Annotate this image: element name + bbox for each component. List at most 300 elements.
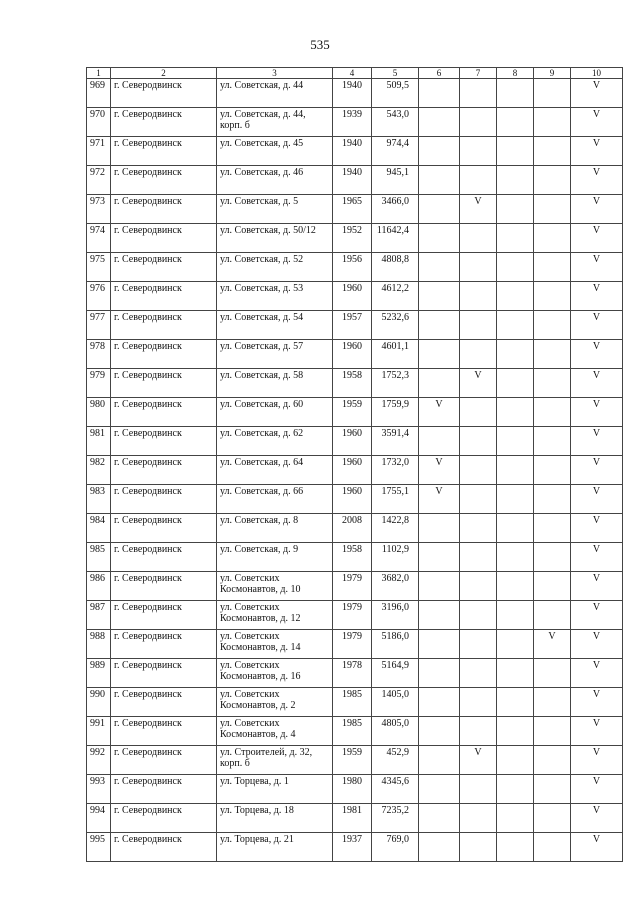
city-cell: г. Северодвинск xyxy=(111,659,217,688)
mark-cell xyxy=(497,659,534,688)
address-cell: ул. Советская, д. 54 xyxy=(217,311,333,340)
year-cell: 1985 xyxy=(333,717,372,746)
table-row xyxy=(87,543,623,572)
row-number-cell: 989 xyxy=(87,659,111,688)
mark-cell xyxy=(534,398,571,427)
address-cell: ул. Торцева, д. 21 xyxy=(217,833,333,862)
mark-cell xyxy=(497,369,534,398)
mark-cell xyxy=(419,311,460,340)
row-number-cell: 983 xyxy=(87,485,111,514)
mark-cell xyxy=(534,804,571,833)
mark-cell xyxy=(534,166,571,195)
mark-cell: V xyxy=(571,108,623,137)
table-row xyxy=(87,804,623,833)
mark-cell xyxy=(419,775,460,804)
year-cell: 1959 xyxy=(333,746,372,775)
mark-cell xyxy=(460,717,497,746)
table-row xyxy=(87,253,623,282)
mark-cell xyxy=(419,543,460,572)
mark-cell xyxy=(460,572,497,601)
mark-cell xyxy=(460,514,497,543)
row-number-cell: 986 xyxy=(87,572,111,601)
address-cell: ул. Советских Космонавтов, д. 2 xyxy=(217,688,333,717)
year-cell: 1960 xyxy=(333,340,372,369)
mark-cell xyxy=(460,775,497,804)
address-cell: ул. Советская, д. 44, корп. б xyxy=(217,108,333,137)
mark-cell xyxy=(497,195,534,224)
address-cell: ул. Советская, д. 9 xyxy=(217,543,333,572)
mark-cell: V xyxy=(460,195,497,224)
table-row xyxy=(87,79,623,108)
mark-cell xyxy=(419,601,460,630)
mark-cell xyxy=(534,485,571,514)
table-row xyxy=(87,369,623,398)
mark-cell xyxy=(419,746,460,775)
column-header: 1 xyxy=(87,68,111,79)
mark-cell xyxy=(460,427,497,456)
row-number-cell: 993 xyxy=(87,775,111,804)
mark-cell xyxy=(460,79,497,108)
mark-cell xyxy=(497,804,534,833)
table-row xyxy=(87,514,623,543)
area-cell: 1759,9 xyxy=(372,398,419,427)
mark-cell xyxy=(419,79,460,108)
mark-cell xyxy=(419,224,460,253)
year-cell: 1940 xyxy=(333,137,372,166)
column-header: 5 xyxy=(372,68,419,79)
year-cell: 1958 xyxy=(333,369,372,398)
year-cell: 1981 xyxy=(333,804,372,833)
area-cell: 1755,1 xyxy=(372,485,419,514)
area-cell: 4601,1 xyxy=(372,340,419,369)
area-cell: 543,0 xyxy=(372,108,419,137)
mark-cell xyxy=(534,253,571,282)
year-cell: 1937 xyxy=(333,833,372,862)
mark-cell: V xyxy=(419,485,460,514)
area-cell: 4805,0 xyxy=(372,717,419,746)
column-header: 9 xyxy=(534,68,571,79)
address-cell: ул. Советских Космонавтов, д. 12 xyxy=(217,601,333,630)
mark-cell: V xyxy=(571,630,623,659)
address-cell: ул. Советская, д. 57 xyxy=(217,340,333,369)
table-row xyxy=(87,746,623,775)
mark-cell xyxy=(534,659,571,688)
row-number-cell: 988 xyxy=(87,630,111,659)
table-row xyxy=(87,630,623,659)
year-cell: 1979 xyxy=(333,630,372,659)
mark-cell xyxy=(534,195,571,224)
area-cell: 509,5 xyxy=(372,79,419,108)
mark-cell xyxy=(497,514,534,543)
mark-cell xyxy=(419,572,460,601)
year-cell: 1979 xyxy=(333,601,372,630)
mark-cell: V xyxy=(571,79,623,108)
city-cell: г. Северодвинск xyxy=(111,456,217,485)
year-cell: 1978 xyxy=(333,659,372,688)
city-cell: г. Северодвинск xyxy=(111,572,217,601)
city-cell: г. Северодвинск xyxy=(111,746,217,775)
column-header: 10 xyxy=(571,68,623,79)
mark-cell: V xyxy=(571,717,623,746)
mark-cell: V xyxy=(571,282,623,311)
mark-cell xyxy=(497,311,534,340)
area-cell: 11642,4 xyxy=(372,224,419,253)
mark-cell xyxy=(534,282,571,311)
table-row xyxy=(87,688,623,717)
mark-cell: V xyxy=(571,456,623,485)
column-header: 8 xyxy=(497,68,534,79)
mark-cell xyxy=(497,543,534,572)
table-row xyxy=(87,137,623,166)
address-cell: ул. Советская, д. 46 xyxy=(217,166,333,195)
mark-cell xyxy=(497,166,534,195)
city-cell: г. Северодвинск xyxy=(111,398,217,427)
row-number-cell: 977 xyxy=(87,311,111,340)
city-cell: г. Северодвинск xyxy=(111,804,217,833)
table-row xyxy=(87,717,623,746)
mark-cell xyxy=(419,427,460,456)
column-header: 3 xyxy=(217,68,333,79)
address-cell: ул. Советских Космонавтов, д. 16 xyxy=(217,659,333,688)
area-cell: 3682,0 xyxy=(372,572,419,601)
mark-cell xyxy=(419,717,460,746)
mark-cell xyxy=(460,804,497,833)
city-cell: г. Северодвинск xyxy=(111,166,217,195)
mark-cell: V xyxy=(419,456,460,485)
table-row xyxy=(87,572,623,601)
city-cell: г. Северодвинск xyxy=(111,775,217,804)
mark-cell xyxy=(497,137,534,166)
year-cell: 2008 xyxy=(333,514,372,543)
year-cell: 1979 xyxy=(333,572,372,601)
city-cell: г. Северодвинск xyxy=(111,688,217,717)
city-cell: г. Северодвинск xyxy=(111,79,217,108)
mark-cell xyxy=(419,804,460,833)
mark-cell xyxy=(419,195,460,224)
column-header: 2 xyxy=(111,68,217,79)
year-cell: 1980 xyxy=(333,775,372,804)
row-number-cell: 975 xyxy=(87,253,111,282)
area-cell: 5186,0 xyxy=(372,630,419,659)
area-cell: 3196,0 xyxy=(372,601,419,630)
mark-cell: V xyxy=(571,166,623,195)
row-number-cell: 987 xyxy=(87,601,111,630)
mark-cell xyxy=(460,253,497,282)
row-number-cell: 972 xyxy=(87,166,111,195)
mark-cell: V xyxy=(534,630,571,659)
city-cell: г. Северодвинск xyxy=(111,253,217,282)
city-cell: г. Северодвинск xyxy=(111,340,217,369)
row-number-cell: 973 xyxy=(87,195,111,224)
city-cell: г. Северодвинск xyxy=(111,108,217,137)
city-cell: г. Северодвинск xyxy=(111,630,217,659)
row-number-cell: 995 xyxy=(87,833,111,862)
mark-cell xyxy=(534,514,571,543)
year-cell: 1960 xyxy=(333,485,372,514)
mark-cell xyxy=(460,340,497,369)
table-row xyxy=(87,282,623,311)
table-row xyxy=(87,311,623,340)
city-cell: г. Северодвинск xyxy=(111,427,217,456)
mark-cell: V xyxy=(571,253,623,282)
address-cell: ул. Советская, д. 8 xyxy=(217,514,333,543)
mark-cell xyxy=(460,166,497,195)
row-number-cell: 991 xyxy=(87,717,111,746)
mark-cell: V xyxy=(571,311,623,340)
row-number-cell: 978 xyxy=(87,340,111,369)
city-cell: г. Северодвинск xyxy=(111,137,217,166)
table-row xyxy=(87,775,623,804)
mark-cell: V xyxy=(571,688,623,717)
city-cell: г. Северодвинск xyxy=(111,601,217,630)
row-number-cell: 976 xyxy=(87,282,111,311)
mark-cell: V xyxy=(571,398,623,427)
mark-cell xyxy=(534,108,571,137)
table-row xyxy=(87,833,623,862)
area-cell: 1422,8 xyxy=(372,514,419,543)
mark-cell xyxy=(460,282,497,311)
address-cell: ул. Торцева, д. 18 xyxy=(217,804,333,833)
row-number-cell: 969 xyxy=(87,79,111,108)
table-row xyxy=(87,427,623,456)
address-cell: ул. Строителей, д. 32, корп. б xyxy=(217,746,333,775)
mark-cell xyxy=(497,775,534,804)
city-cell: г. Северодвинск xyxy=(111,224,217,253)
mark-cell xyxy=(534,79,571,108)
mark-cell xyxy=(534,137,571,166)
mark-cell xyxy=(460,601,497,630)
area-cell: 3466,0 xyxy=(372,195,419,224)
year-cell: 1965 xyxy=(333,195,372,224)
mark-cell: V xyxy=(571,833,623,862)
mark-cell xyxy=(534,427,571,456)
table-row xyxy=(87,340,623,369)
table-row xyxy=(87,108,623,137)
mark-cell: V xyxy=(571,224,623,253)
mark-cell xyxy=(534,717,571,746)
row-number-cell: 992 xyxy=(87,746,111,775)
mark-cell xyxy=(460,688,497,717)
mark-cell: V xyxy=(571,369,623,398)
year-cell: 1940 xyxy=(333,79,372,108)
mark-cell xyxy=(460,833,497,862)
year-cell: 1958 xyxy=(333,543,372,572)
area-cell: 5232,6 xyxy=(372,311,419,340)
city-cell: г. Северодвинск xyxy=(111,717,217,746)
mark-cell xyxy=(497,572,534,601)
area-cell: 1405,0 xyxy=(372,688,419,717)
area-cell: 1752,3 xyxy=(372,369,419,398)
mark-cell: V xyxy=(419,398,460,427)
mark-cell xyxy=(497,746,534,775)
area-cell: 3591,4 xyxy=(372,427,419,456)
year-cell: 1960 xyxy=(333,427,372,456)
mark-cell xyxy=(460,543,497,572)
mark-cell xyxy=(460,398,497,427)
mark-cell xyxy=(497,630,534,659)
table-row xyxy=(87,398,623,427)
mark-cell: V xyxy=(460,369,497,398)
row-number-cell: 994 xyxy=(87,804,111,833)
year-cell: 1940 xyxy=(333,166,372,195)
column-header: 4 xyxy=(333,68,372,79)
mark-cell xyxy=(419,253,460,282)
mark-cell xyxy=(419,833,460,862)
mark-cell: V xyxy=(571,659,623,688)
mark-cell xyxy=(497,688,534,717)
address-cell: ул. Советская, д. 5 xyxy=(217,195,333,224)
table-row xyxy=(87,166,623,195)
year-cell: 1939 xyxy=(333,108,372,137)
mark-cell xyxy=(534,340,571,369)
mark-cell xyxy=(460,485,497,514)
address-cell: ул. Советских Космонавтов, д. 4 xyxy=(217,717,333,746)
mark-cell: V xyxy=(571,514,623,543)
mark-cell: V xyxy=(571,195,623,224)
mark-cell xyxy=(497,601,534,630)
city-cell: г. Северодвинск xyxy=(111,195,217,224)
row-number-cell: 974 xyxy=(87,224,111,253)
mark-cell xyxy=(534,688,571,717)
row-number-cell: 979 xyxy=(87,369,111,398)
area-cell: 1732,0 xyxy=(372,456,419,485)
city-cell: г. Северодвинск xyxy=(111,311,217,340)
mark-cell xyxy=(497,456,534,485)
address-cell: ул. Советская, д. 50/12 xyxy=(217,224,333,253)
mark-cell xyxy=(497,79,534,108)
mark-cell: V xyxy=(571,485,623,514)
mark-cell xyxy=(534,369,571,398)
mark-cell xyxy=(497,833,534,862)
city-cell: г. Северодвинск xyxy=(111,369,217,398)
mark-cell xyxy=(534,572,571,601)
year-cell: 1952 xyxy=(333,224,372,253)
mark-cell xyxy=(534,456,571,485)
year-cell: 1956 xyxy=(333,253,372,282)
mark-cell xyxy=(534,224,571,253)
mark-cell: V xyxy=(571,340,623,369)
mark-cell xyxy=(497,717,534,746)
mark-cell xyxy=(534,833,571,862)
table-row xyxy=(87,456,623,485)
mark-cell xyxy=(460,630,497,659)
mark-cell xyxy=(497,108,534,137)
mark-cell xyxy=(419,166,460,195)
mark-cell xyxy=(460,659,497,688)
mark-cell xyxy=(497,427,534,456)
address-cell: ул. Советская, д. 58 xyxy=(217,369,333,398)
column-number-row xyxy=(87,68,623,79)
address-cell: ул. Советская, д. 64 xyxy=(217,456,333,485)
mark-cell: V xyxy=(571,572,623,601)
area-cell: 945,1 xyxy=(372,166,419,195)
address-cell: ул. Советская, д. 45 xyxy=(217,137,333,166)
area-cell: 4808,8 xyxy=(372,253,419,282)
mark-cell xyxy=(460,224,497,253)
mark-cell xyxy=(419,659,460,688)
area-cell: 1102,9 xyxy=(372,543,419,572)
mark-cell xyxy=(497,398,534,427)
row-number-cell: 971 xyxy=(87,137,111,166)
mark-cell: V xyxy=(571,601,623,630)
table-row xyxy=(87,195,623,224)
table-row xyxy=(87,601,623,630)
mark-cell xyxy=(497,253,534,282)
area-cell: 4345,6 xyxy=(372,775,419,804)
mark-cell xyxy=(497,485,534,514)
mark-cell xyxy=(460,456,497,485)
mark-cell xyxy=(419,137,460,166)
area-cell: 4612,2 xyxy=(372,282,419,311)
address-cell: ул. Советская, д. 52 xyxy=(217,253,333,282)
mark-cell xyxy=(497,282,534,311)
city-cell: г. Северодвинск xyxy=(111,514,217,543)
city-cell: г. Северодвинск xyxy=(111,485,217,514)
row-number-cell: 981 xyxy=(87,427,111,456)
row-number-cell: 970 xyxy=(87,108,111,137)
mark-cell xyxy=(419,514,460,543)
column-header: 6 xyxy=(419,68,460,79)
row-number-cell: 990 xyxy=(87,688,111,717)
page-number: 535 xyxy=(310,37,330,52)
mark-cell: V xyxy=(571,137,623,166)
mark-cell xyxy=(419,630,460,659)
table-row xyxy=(87,224,623,253)
area-cell: 7235,2 xyxy=(372,804,419,833)
mark-cell xyxy=(419,282,460,311)
city-cell: г. Северодвинск xyxy=(111,282,217,311)
mark-cell: V xyxy=(571,427,623,456)
mark-cell xyxy=(460,137,497,166)
area-cell: 769,0 xyxy=(372,833,419,862)
register-table xyxy=(86,67,623,862)
mark-cell xyxy=(497,224,534,253)
table-row xyxy=(87,659,623,688)
mark-cell xyxy=(534,601,571,630)
mark-cell xyxy=(534,543,571,572)
city-cell: г. Северодвинск xyxy=(111,833,217,862)
mark-cell: V xyxy=(571,543,623,572)
address-cell: ул. Советская, д. 66 xyxy=(217,485,333,514)
row-number-cell: 982 xyxy=(87,456,111,485)
row-number-cell: 984 xyxy=(87,514,111,543)
mark-cell xyxy=(419,108,460,137)
row-number-cell: 980 xyxy=(87,398,111,427)
mark-cell: V xyxy=(460,746,497,775)
mark-cell: V xyxy=(571,775,623,804)
mark-cell xyxy=(419,340,460,369)
table-body xyxy=(87,68,623,862)
mark-cell xyxy=(460,311,497,340)
mark-cell xyxy=(460,108,497,137)
address-cell: ул. Советская, д. 60 xyxy=(217,398,333,427)
address-cell: ул. Торцева, д. 1 xyxy=(217,775,333,804)
year-cell: 1960 xyxy=(333,456,372,485)
mark-cell xyxy=(497,340,534,369)
year-cell: 1959 xyxy=(333,398,372,427)
address-cell: ул. Советских Космонавтов, д. 14 xyxy=(217,630,333,659)
year-cell: 1960 xyxy=(333,282,372,311)
address-cell: ул. Советских Космонавтов, д. 10 xyxy=(217,572,333,601)
year-cell: 1957 xyxy=(333,311,372,340)
mark-cell xyxy=(534,775,571,804)
mark-cell xyxy=(534,746,571,775)
address-cell: ул. Советская, д. 62 xyxy=(217,427,333,456)
address-cell: ул. Советская, д. 53 xyxy=(217,282,333,311)
column-header: 7 xyxy=(460,68,497,79)
mark-cell: V xyxy=(571,804,623,833)
year-cell: 1985 xyxy=(333,688,372,717)
